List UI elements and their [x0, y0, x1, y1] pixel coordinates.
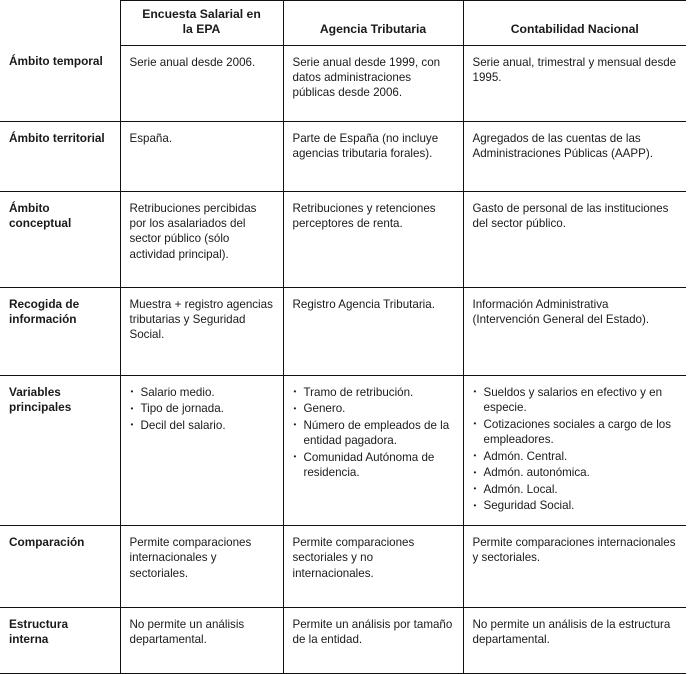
header-cell-blank — [0, 1, 120, 46]
header-epa-line1: Encuesta Salarial en — [142, 7, 261, 21]
cell-recogida-epa: Muestra + registro agencias tributarias y Seguridad Social. — [120, 287, 283, 375]
bullet-list-variables-cn — [473, 385, 678, 514]
cell-ambito-temporal-cn: Serie anual, trimestral y mensual desde 1995. — [463, 45, 686, 121]
bullet-item: • Comunidad Autónoma de residencia. — [293, 450, 454, 481]
bullet-item: • Admón. autonómica. — [473, 465, 678, 481]
bullet-item: • Admón. Central. — [473, 449, 678, 465]
bullet-list-variables-aeat — [293, 385, 454, 481]
cell-ambito-temporal-aeat: Serie anual desde 1999, con datos administraciones públicas desde 2006. — [283, 45, 463, 121]
cell-variables-aeat — [283, 375, 463, 525]
header-row — [0, 1, 686, 46]
bullet-item: • Seguridad Social. — [473, 498, 678, 514]
cell-comparacion-epa: Permite comparaciones internacionales y sectoriales. — [120, 525, 283, 607]
cell-variables-epa — [120, 375, 283, 525]
bullet-list-variables-epa — [130, 385, 274, 434]
bullet-item: • Cotizaciones sociales a cargo de los empleadores. — [473, 417, 678, 448]
table-body — [0, 45, 686, 673]
table-row-estructura-interna — [0, 607, 686, 673]
cell-ambito-conceptual-cn: Gasto de personal de las instituciones del sector público. — [463, 191, 686, 287]
header-cell-agencia-tributaria: Agencia Tributaria — [283, 1, 463, 46]
bullet-item: • Tramo de retribución. — [293, 385, 454, 401]
bullet-item: • Admón. Local. — [473, 482, 678, 498]
row-label-recogida-de-informacion: Recogida de información — [0, 287, 120, 375]
cell-estructura-aeat: Permite un análisis por tamaño de la entidad. — [283, 607, 463, 673]
bullet-item: • Número de empleados de la entidad pagadora. — [293, 418, 454, 449]
table-row-ambito-conceptual — [0, 191, 686, 287]
cell-recogida-aeat: Registro Agencia Tributaria. — [283, 287, 463, 375]
cell-ambito-temporal-epa: Serie anual desde 2006. — [120, 45, 283, 121]
table-row-variables-principales — [0, 375, 686, 525]
table-row-comparacion — [0, 525, 686, 607]
row-label-ambito-territorial: Ámbito territorial — [0, 121, 120, 191]
row-label-comparacion: Comparación — [0, 525, 120, 607]
bullet-item: • Tipo de jornada. — [130, 401, 274, 417]
cell-ambito-territorial-aeat: Parte de España (no incluye agencias tributaria forales). — [283, 121, 463, 191]
cell-ambito-territorial-epa: España. — [120, 121, 283, 191]
cell-comparacion-cn: Permite comparaciones internacionales y sectoriales. — [463, 525, 686, 607]
bullet-item: • Decil del salario. — [130, 418, 274, 434]
cell-estructura-epa: No permite un análisis departamental. — [120, 607, 283, 673]
row-label-variables-principales: Variables principales — [0, 375, 120, 525]
cell-ambito-territorial-cn: Agregados de las cuentas de las Administraciones Públicas (AAPP). — [463, 121, 686, 191]
cell-comparacion-aeat: Permite comparaciones sectoriales y no internacionales. — [283, 525, 463, 607]
header-cell-contabilidad-nacional: Contabilidad Nacional — [463, 1, 686, 46]
table-header — [0, 1, 686, 46]
row-label-ambito-temporal: Ámbito temporal — [0, 45, 120, 121]
cell-variables-cn — [463, 375, 686, 525]
cell-ambito-conceptual-epa: Retribuciones percibidas por los asalariados del sector público (sólo actividad principal). — [120, 191, 283, 287]
cell-recogida-cn: Información Administrativa (Intervención General del Estado). — [463, 287, 686, 375]
table-row-ambito-temporal — [0, 45, 686, 121]
row-label-ambito-conceptual: Ámbito conceptual — [0, 191, 120, 287]
bullet-item: • Sueldos y salarios en efectivo y en especie. — [473, 385, 678, 416]
bullet-item: • Genero. — [293, 401, 454, 417]
header-cell-encuesta-salarial-epa — [120, 1, 283, 46]
table-row-ambito-territorial — [0, 121, 686, 191]
bullet-item: • Salario medio. — [130, 385, 274, 401]
row-label-estructura-interna: Estructura interna — [0, 607, 120, 673]
table-row-recogida-de-informacion — [0, 287, 686, 375]
cell-estructura-cn: No permite un análisis de la estructura departamental. — [463, 607, 686, 673]
header-epa-line2: la EPA — [182, 22, 221, 37]
cell-ambito-conceptual-aeat: Retribuciones y retenciones perceptores de renta. — [283, 191, 463, 287]
